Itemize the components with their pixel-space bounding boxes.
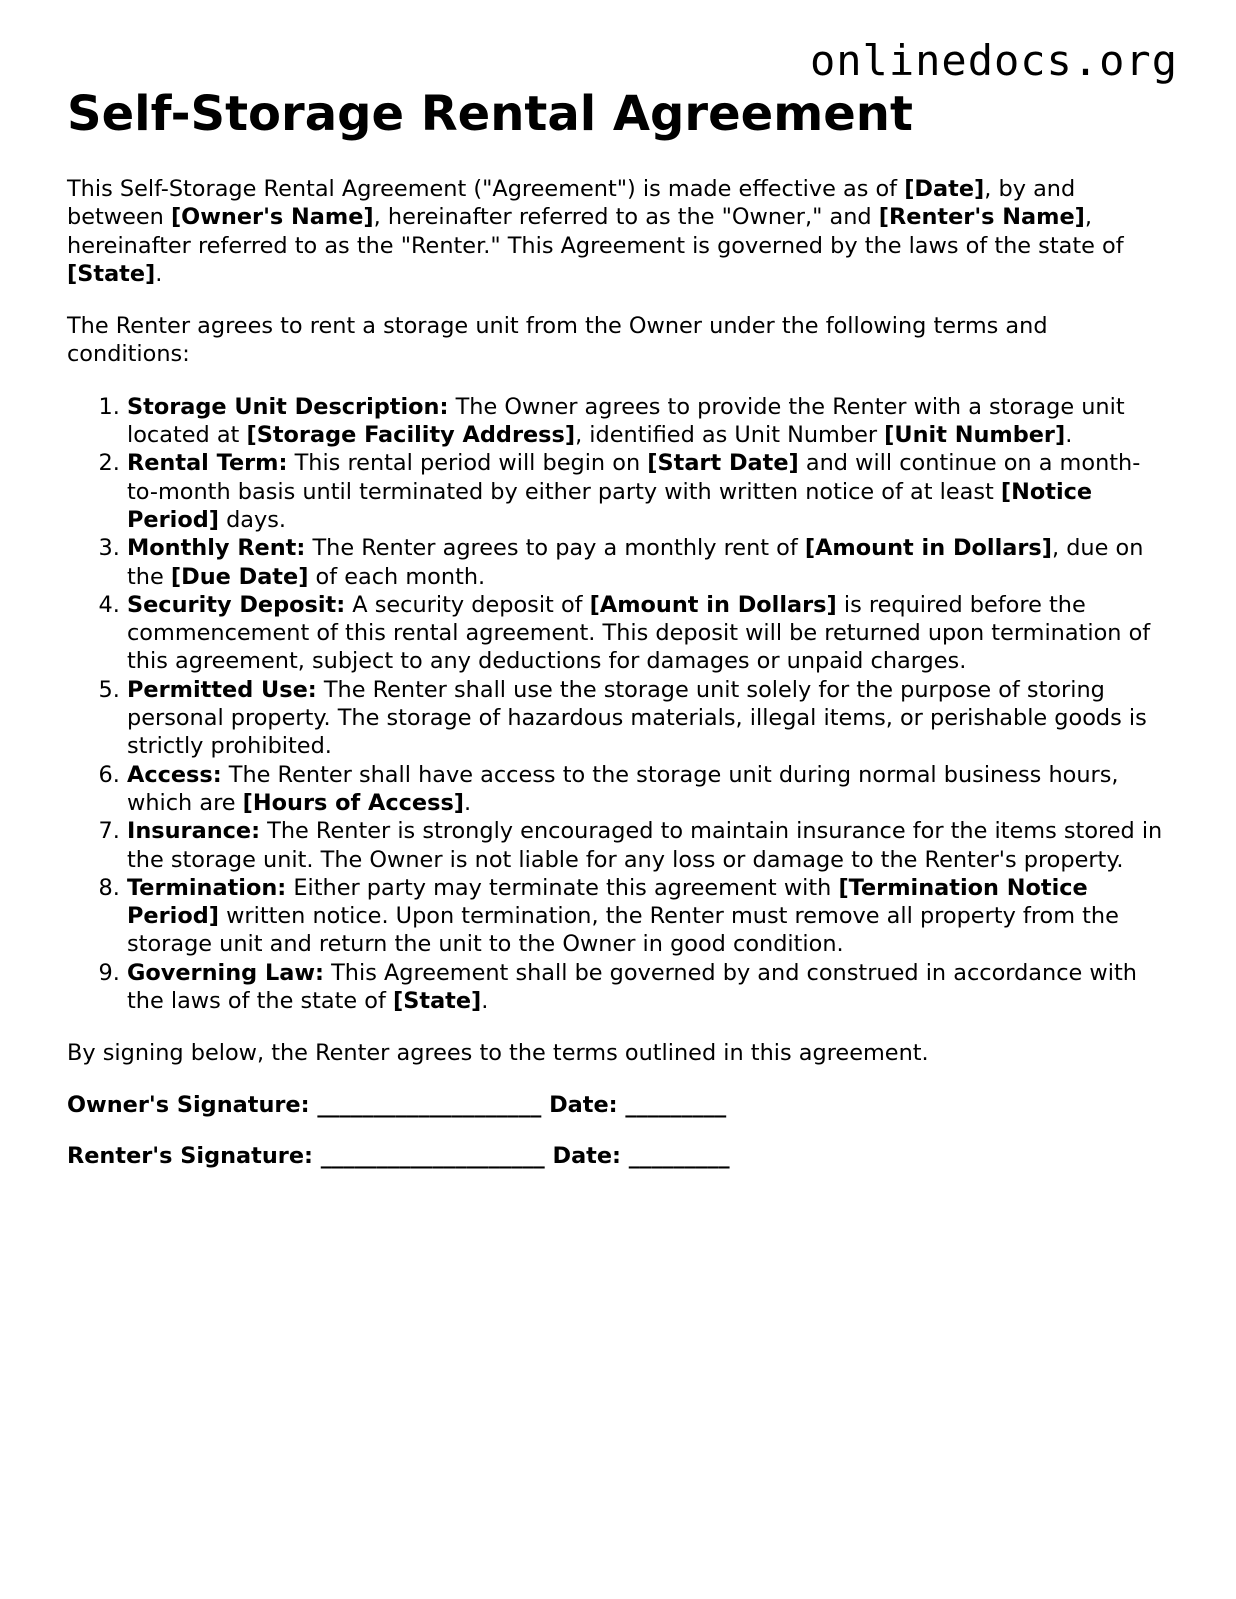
term-permitted-use (127, 676, 1169, 761)
intro-text: , by and between (67, 176, 1076, 231)
term-heading: Security Deposit: (127, 591, 346, 618)
term-insurance (127, 817, 1169, 874)
term-text: , due on the (127, 535, 1144, 590)
term-storage-unit (127, 393, 1169, 450)
term-heading: Governing Law: (127, 959, 324, 986)
intro-text: This Self-Storage Rental Agreement ("Agreement") is made effective as of (67, 176, 905, 202)
term-text: . (481, 988, 489, 1015)
hours-of-access-placeholder: [Hours of Access] (242, 789, 464, 816)
term-rental-term (127, 449, 1169, 534)
term-text: of each month. (308, 563, 486, 590)
term-text: The Renter is strongly encouraged to maintain insurance for the items stored in the storage unit. The Owner is not liable for any loss or damage to the Renter's property. (127, 818, 1163, 873)
term-security-deposit (127, 591, 1169, 676)
notice-period-placeholder: [Notice Period] (127, 478, 1093, 533)
term-monthly-rent (127, 534, 1169, 591)
intro-paragraph (67, 175, 1169, 288)
owner-signature-line: Owner's Signature: ____________________ Date: _________ (67, 1091, 727, 1118)
intro-text: , hereinafter referred to as the "Renter." This Agreement is governed by the laws of the state of (67, 204, 1124, 259)
deposit-amount-placeholder: [Amount in Dollars] (589, 591, 837, 618)
lead-paragraph: The Renter agrees to rent a storage unit from the Owner under the following terms and conditions: (67, 313, 1048, 368)
term-text: , identified as Unit Number (575, 422, 885, 449)
term-text: This Agreement shall be governed by and construed in accordance with the laws of the state of (127, 959, 1137, 1015)
start-date-placeholder: [Start Date] (647, 450, 799, 477)
term-text: The Renter shall use the storage unit solely for the purpose of storing personal property. The storage of hazardous materials, illegal items, or perishable goods is strictly prohibited. (127, 676, 1147, 760)
term-heading: Termination: (127, 874, 287, 901)
term-heading: Insurance: (127, 818, 261, 845)
closing-paragraph: By signing below, the Renter agrees to the terms outlined in this agreement. (67, 1040, 929, 1067)
term-text: Either party may terminate this agreement with (286, 874, 839, 901)
term-heading: Monthly Rent: (127, 535, 306, 562)
intro-text: , hereinafter referred to as the "Owner," and (373, 204, 879, 231)
owner-name-placeholder: [Owner's Name] (170, 204, 374, 231)
term-heading: Rental Term: (127, 450, 288, 477)
renter-name-placeholder: [Renter's Name] (878, 204, 1085, 231)
term-text: The Renter shall have access to the storage unit during normal business hours, which are (127, 761, 1119, 816)
term-heading: Permitted Use: (127, 676, 317, 703)
watermark: onlinedocs.org (809, 36, 1178, 85)
rent-amount-placeholder: [Amount in Dollars] (804, 535, 1052, 562)
term-text: is required before the commencement of this rental agreement. This deposit will be returned upon termination of this agreement, subject to any deductions for damages or unpaid charges. (127, 591, 1151, 675)
document-page (67, 84, 1169, 1170)
term-text: This rental period will begin on (287, 450, 648, 477)
term-text: and will continue on a month-to-month basis until terminated by either party with written notice of at least (127, 450, 1141, 505)
termination-notice-placeholder: [Termination Notice Period] (127, 874, 1088, 930)
term-text: The Owner agrees to provide the Renter with a storage unit located at (127, 393, 1125, 449)
effective-date-placeholder: [Date] (904, 176, 985, 202)
term-text: . (464, 789, 472, 816)
state-placeholder: [State] (67, 260, 156, 287)
terms-list (67, 393, 1169, 1016)
term-text: The Renter agrees to pay a monthly rent of (305, 535, 805, 562)
due-date-placeholder: [Due Date] (170, 563, 309, 590)
term-heading: Access: (127, 761, 222, 788)
term-governing-law (127, 959, 1169, 1016)
term-text: . (1065, 422, 1073, 449)
term-text: days. (218, 506, 287, 533)
term-text: written notice. Upon termination, the Renter must remove all property from the storage unit and return the unit to the Owner in good condition. (127, 903, 1119, 958)
term-termination (127, 874, 1169, 959)
term-heading: Storage Unit Description: (127, 393, 449, 420)
state-placeholder: [State] (393, 988, 482, 1015)
term-text: A security deposit of (345, 591, 590, 618)
unit-number-placeholder: [Unit Number] (884, 422, 1066, 449)
term-access (127, 761, 1169, 818)
facility-address-placeholder: [Storage Facility Address] (246, 422, 576, 449)
document-title: Self-Storage Rental Agreement (67, 86, 913, 142)
renter-signature-line: Renter's Signature: ____________________ Date: _________ (67, 1142, 730, 1169)
intro-text: . (155, 260, 163, 287)
